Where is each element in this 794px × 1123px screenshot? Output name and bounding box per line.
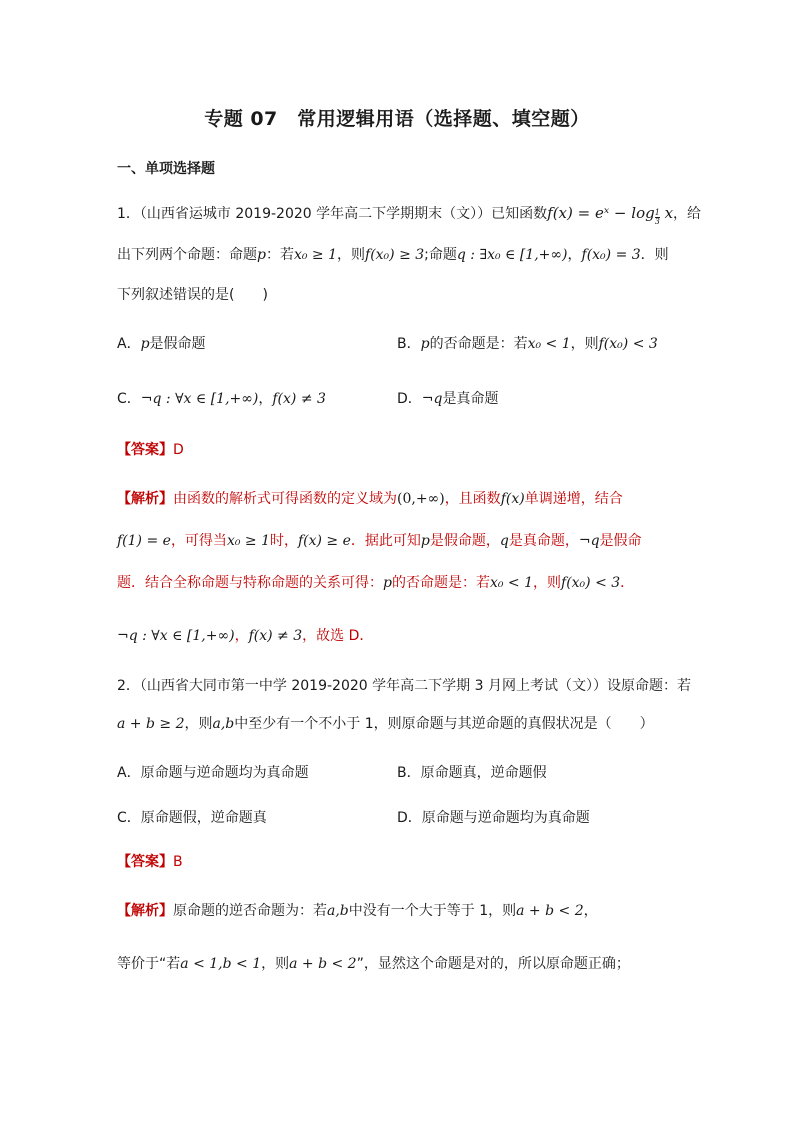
q1-e1-math2: f(x) [500, 491, 525, 507]
q2-answer-tag: 【答案】 [117, 854, 173, 870]
q2-answer [117, 852, 183, 872]
q1-option-b-math3: f(x₀) < 3 [598, 336, 658, 352]
q1-result-q: f(x₀) = 3 [581, 247, 641, 263]
q1-e1-c: 单调递增，结合 [524, 491, 623, 507]
q2-expl-tag: 【解析】 [117, 903, 173, 919]
q1-e2-math6: ¬q [578, 533, 600, 549]
q1-stem-line-2 [117, 245, 669, 265]
q2-e2-a: 等价于“若 [117, 956, 181, 972]
q2-stem-line-2 [117, 714, 654, 734]
q1-e2-math3: f(x) ≥ e [297, 533, 351, 549]
q1-cond-p: x₀ ≥ 1 [293, 247, 338, 263]
q1-explanation-line-2 [117, 531, 642, 551]
q1-option-c-math2: f(x) ≠ 3 [272, 391, 326, 407]
q1-e3-math: p [383, 575, 392, 591]
q1-answer [117, 440, 184, 460]
q2-option-d[interactable] [397, 808, 590, 828]
q1-func-arg: x [664, 204, 674, 222]
q2-option-c-text: 原命题假，逆命题真 [140, 810, 267, 826]
q2-l2-b: 中至少有一个不小于 1，则原命题与其逆命题的真假状况是（ ） [234, 716, 654, 732]
q1-option-a[interactable] [117, 334, 206, 354]
q2-e1-b: 中没有一个大于等于 1，则 [348, 903, 517, 919]
q1-line2-b: ：若 [265, 247, 294, 263]
q1-e2-math5: q [499, 533, 509, 549]
q1-number: 1． [117, 206, 140, 222]
q1-log-base-num: 1 [654, 208, 660, 217]
q2-option-c[interactable] [117, 808, 267, 828]
q2-l2-a: ，则 [184, 716, 213, 732]
section-heading: 一、单项选择题 [117, 161, 215, 177]
q1-e1-a: 由函数的解析式可得函数的定义域为 [173, 491, 397, 507]
q2-e1-math: a,b [327, 903, 349, 919]
q2-option-c-label: C． [117, 810, 141, 826]
q1-option-c-math: ¬q : ∀x ∈ [1,+∞) [140, 391, 259, 407]
q1-e2-math2: x₀ ≥ 1 [226, 533, 270, 549]
q1-source: （山西省运城市 2019-2020 学年高二下学期期末（文）） [139, 206, 492, 222]
q1-log-base [655, 209, 660, 226]
q1-tail1: ，给 [673, 206, 702, 222]
q2-e2-math: a < 1,b < 1 [180, 956, 262, 972]
page-title: 专题 07 常用逻辑用语（选择题、填空题） [204, 108, 590, 130]
q1-line2-d: ;命题 [424, 247, 457, 263]
q2-explanation-line-2 [117, 954, 630, 974]
q1-option-b-math: p [420, 336, 430, 352]
q1-prop-q: q : ∃x₀ ∈ [1,+∞) [456, 247, 568, 263]
q2-option-b[interactable] [397, 763, 547, 783]
q2-option-a[interactable] [117, 763, 309, 783]
q1-e3-math3: f(x₀) < 3 [561, 575, 621, 591]
q1-e2-math4: p [420, 533, 430, 549]
q1-prop-p: p [257, 247, 266, 263]
q1-stem-line-3: 下列叙述错误的是( ) [117, 287, 268, 303]
q1-line2-a: 出下列两个命题：命题 [117, 247, 257, 263]
q1-explanation-line-4 [117, 626, 373, 646]
q1-option-d-label: D． [397, 391, 422, 407]
q2-option-a-label: A． [117, 765, 141, 781]
q1-e3-c: ，则 [533, 575, 562, 591]
q1-explanation-line-3 [117, 573, 634, 593]
q1-expl-tag: 【解析】 [117, 491, 173, 507]
q1-e3-math2: x₀ < 1 [489, 575, 534, 591]
q1-func-expr: f(x) = eˣ − log [547, 204, 655, 222]
q1-e2-d: 是假命题， [429, 533, 500, 549]
q2-stem-line-1 [117, 676, 691, 696]
q1-option-c[interactable] [117, 389, 326, 409]
q1-option-c-sep: ， [258, 391, 273, 407]
q1-e3-b: 的否命题是：若 [391, 575, 490, 591]
q1-log-base-den: 3 [654, 217, 660, 226]
q1-e2-c: ．据此可知 [350, 533, 421, 549]
q2-source: （山西省大同市第一中学 2019-2020 学年高二下学期 3 月网上考试（文）） [139, 678, 607, 694]
q2-e1-a: 原命题的逆否命题为：若 [173, 903, 327, 919]
q1-option-b-text2: ，则 [570, 336, 599, 352]
q2-intro: 设原命题：若 [606, 678, 691, 694]
q1-option-a-text: 是假命题 [149, 336, 206, 352]
q1-option-c-label: C． [117, 391, 141, 407]
q1-line2-f: ．则 [640, 247, 669, 263]
q1-e2-e: 是真命题， [508, 533, 579, 549]
q1-option-b[interactable] [397, 334, 658, 354]
q2-e2-c: ”，显然这个命题是对的，所以原命题正确； [356, 956, 630, 972]
q1-answer-tag: 【答案】 [117, 442, 173, 458]
q1-e3-d: ． [620, 575, 635, 591]
q1-e2-b: 时， [269, 533, 298, 549]
q1-e2-a: ，可得当 [170, 533, 227, 549]
q1-option-d[interactable] [397, 389, 498, 409]
q1-option-b-text: 的否命题是：若 [429, 336, 528, 352]
q1-e4-math2: f(x) ≠ 3 [248, 628, 303, 644]
q1-option-d-text: 是真命题 [442, 391, 499, 407]
q1-answer-value: D [173, 442, 184, 458]
q1-e2-math: f(1) = e [117, 533, 171, 549]
q1-explanation-line-1 [117, 489, 623, 509]
q1-e2-f: 是假命 [599, 533, 642, 549]
q2-e2-math2: a + b < 2 [289, 956, 357, 972]
q1-option-d-math: ¬q [421, 391, 443, 407]
q1-line2-c: ，则 [337, 247, 366, 263]
q1-option-a-math: p [140, 336, 150, 352]
q2-l2-math: a + b ≥ 2 [117, 716, 185, 732]
q1-line2-e: ， [567, 247, 582, 263]
q1-option-b-math2: x₀ < 1 [527, 336, 571, 352]
q1-e1-math: (0,+∞) [397, 491, 445, 507]
q1-stem-line-1 [117, 203, 701, 226]
q2-option-b-label: B． [397, 765, 421, 781]
q2-e1-c: ， [583, 903, 598, 919]
q2-explanation-line-1 [117, 901, 598, 921]
q2-option-d-text: 原命题与逆命题均为真命题 [421, 810, 590, 826]
q1-e1-b: ，且函数 [444, 491, 501, 507]
q2-number: 2． [117, 678, 140, 694]
q1-option-a-label: A． [117, 336, 141, 352]
q2-option-a-text: 原命题与逆命题均为真命题 [140, 765, 309, 781]
q2-option-b-text: 原命题真，逆命题假 [420, 765, 547, 781]
q1-intro: 已知函数 [491, 206, 548, 222]
q1-option-b-label: B． [397, 336, 421, 352]
q1-function [547, 204, 674, 226]
q2-e1-math2: a + b < 2 [516, 903, 584, 919]
q1-result-p: f(x₀) ≥ 3 [365, 247, 425, 263]
q1-e3-a: 题．结合全称命题与特称命题的关系可得： [117, 575, 383, 591]
q2-l2-math2: a,b [212, 716, 235, 732]
q1-e4-a: ， [234, 628, 249, 644]
q2-answer-value: B [173, 854, 183, 870]
q1-e4-b: ，故选 D． [302, 628, 374, 644]
q2-e2-b: ，则 [261, 956, 290, 972]
q2-option-d-label: D． [397, 810, 422, 826]
q1-e4-math: ¬q : ∀x ∈ [1,+∞) [117, 628, 235, 644]
